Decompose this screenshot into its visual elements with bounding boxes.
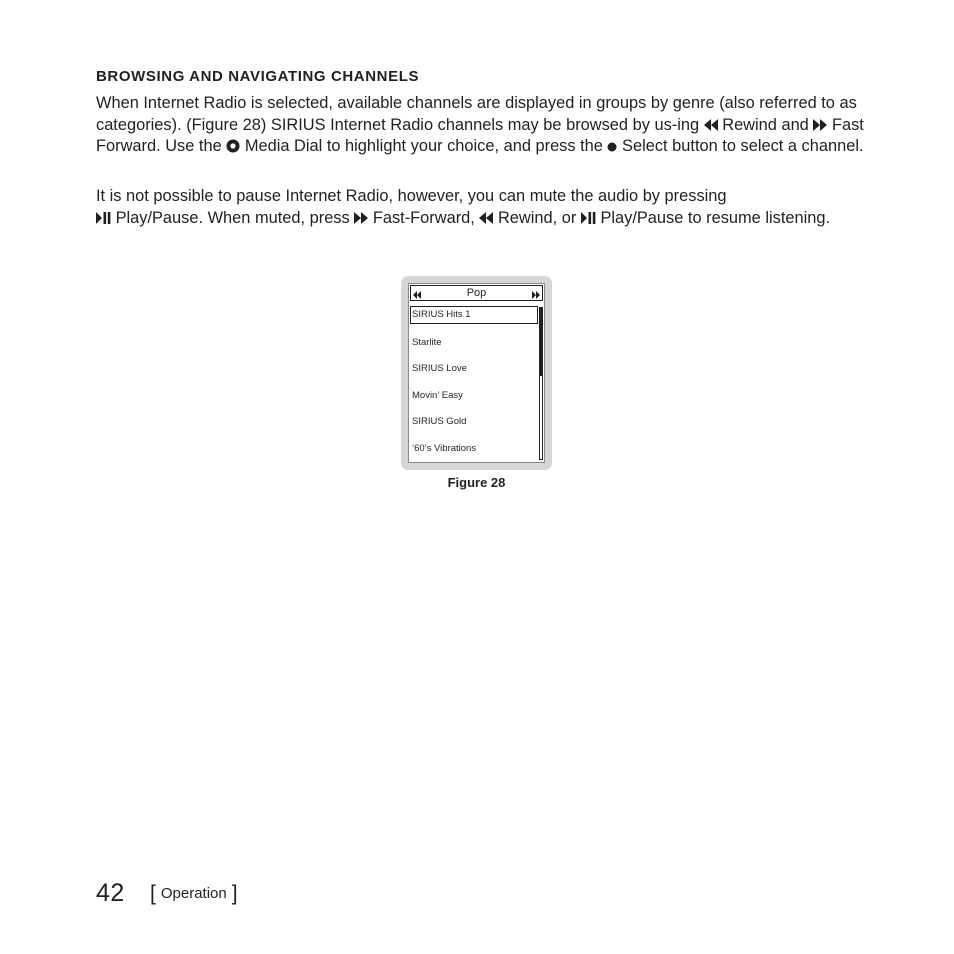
play-pause-icon bbox=[581, 211, 596, 225]
play-pause-icon bbox=[96, 211, 111, 225]
channel-list-item[interactable]: Starlite bbox=[412, 336, 442, 348]
rewind-icon bbox=[704, 118, 718, 132]
channel-list-item[interactable]: Movin’ Easy bbox=[412, 389, 463, 401]
para1-text-1: When Internet Radio is selected, available channels are displayed in groups by genre (also referred to as categories). (Figure 28) SIRIUS Internet Radio channels may be browsed by us-ing bbox=[96, 94, 857, 134]
para1-text-2: Rewind and bbox=[722, 115, 809, 134]
paragraph-browsing bbox=[96, 93, 866, 158]
figure-caption: Figure 28 bbox=[447, 475, 506, 490]
channel-list-item[interactable]: SIRIUS Gold bbox=[412, 416, 467, 428]
channel-list-item[interactable]: SIRIUS Hits 1 bbox=[410, 306, 538, 324]
page-number: 42 bbox=[96, 879, 125, 907]
para2-text-2: Play/Pause. When muted, press bbox=[115, 208, 350, 227]
fast-forward-icon bbox=[813, 118, 827, 132]
section-heading: BROWSING AND NAVIGATING CHANNELS bbox=[96, 68, 420, 85]
media-dial-icon bbox=[226, 139, 240, 153]
select-button-icon bbox=[607, 141, 617, 153]
para2-text-5: Play/Pause to resume listening. bbox=[600, 208, 831, 227]
para1-text-4: Media Dial to highlight your choice, and press the bbox=[244, 137, 603, 156]
scrollbar bbox=[539, 307, 543, 460]
para1-text-3: Fast Forward. Use the bbox=[96, 115, 864, 156]
rewind-icon bbox=[479, 211, 493, 225]
device-screen bbox=[408, 283, 545, 463]
fast-forward-icon bbox=[532, 289, 540, 303]
screen-header bbox=[410, 285, 543, 301]
rewind-icon bbox=[413, 289, 421, 303]
device-figure bbox=[401, 276, 552, 470]
para2-text-1: It is not possible to pause Internet Radio, however, you can mute the audio by pressing bbox=[96, 187, 727, 205]
scrollbar-thumb bbox=[540, 308, 542, 376]
section-label: Operation bbox=[160, 885, 227, 902]
channel-list-item[interactable]: SIRIUS Love bbox=[412, 363, 467, 375]
paragraph-pause bbox=[96, 186, 866, 229]
para2-text-3: Fast-Forward, bbox=[372, 208, 475, 227]
section-label-group bbox=[150, 882, 238, 906]
fast-forward-icon bbox=[354, 211, 368, 225]
bracket-close: ] bbox=[231, 882, 238, 905]
para1-text-5: Select button to select a channel. bbox=[622, 137, 864, 156]
genre-title: Pop bbox=[466, 287, 487, 299]
para2-text-4: Rewind, or bbox=[497, 208, 577, 227]
bracket-open: [ bbox=[150, 882, 156, 905]
channel-list-item[interactable]: ‘60’s Vibrations bbox=[412, 443, 477, 454]
